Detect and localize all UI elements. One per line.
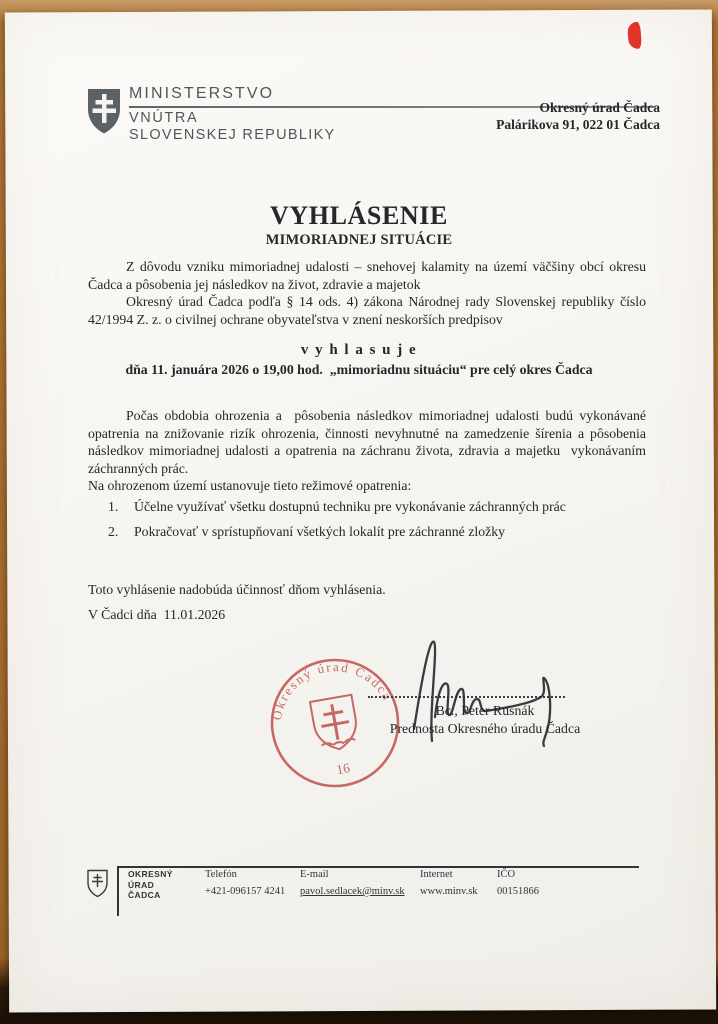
list-item-text: Pokračovať v sprístupňovaní všetkých lokalít pre záchranné zložky	[134, 523, 506, 539]
ministry-coat-of-arms-icon	[85, 87, 123, 136]
footer-internet-value: www.minv.sk	[420, 886, 478, 897]
ministry-line2: VNÚTRA	[129, 110, 199, 126]
signatory-name: Bc., Peter Rusnák	[435, 703, 535, 718]
footer-phone	[205, 867, 285, 900]
paragraph-measures: Počas obdobia ohrozenia a pôsobenia následkov mimoriadnej udalosti budú vykonávané opatrenia na znižovanie rizík ohrozenia, činnosti nevyhnutné na zamedzenie šírenia a pôsobenia následkov mimoriadnej udalosti a opatrenia na záchranu života, zdravia a majetku vykonávaním záchranných prác.	[88, 408, 646, 476]
declaration-details: dňa 11. januára 2026 o 19,00 hod. „mimoriadnu situáciu“ pre celý okres Čadca	[125, 362, 593, 377]
document-subtitle: MIMORIADNEJ SITUÁCIE	[265, 232, 453, 248]
paragraph-legal-basis: Okresný úrad Čadca podľa § 14 ods. 4) zákona Národnej rady Slovenskej republiky číslo 42/1994 Z. z. o civilnej ochrane obyvateľstva v znení neskorších predpisov	[88, 294, 646, 327]
measures-list	[108, 499, 638, 548]
footer-office-line: ČADCA	[128, 890, 161, 900]
list-item	[108, 499, 638, 515]
list-item-text: Účelne využívať všetku dostupnú techniku pre vykonávanie záchranných prác	[134, 499, 566, 514]
document-title-block	[0, 201, 718, 249]
footer-coat-of-arms-icon	[86, 869, 109, 898]
footer-email	[300, 867, 405, 900]
stamp-ring-text: Okresný úrad Čadca	[268, 659, 396, 722]
ministry-line1: MINISTERSTVO	[129, 85, 275, 102]
measures-paragraphs	[88, 407, 646, 495]
signatory-role: Prednosta Okresného úradu Čadca	[389, 721, 581, 736]
footer-ico	[497, 867, 539, 900]
paragraph-reason: Z dôvodu vzniku mimoriadnej udalosti – snehovej kalamity na území väčšiny obcí okresu Čadca a pôsobenia jej následkov na život, zdravie a majetok	[88, 259, 646, 292]
place-and-date: V Čadci dňa 11.01.2026	[88, 607, 226, 622]
measures-intro: Na ohrozenom území ustanovuje tieto režimové opatrenia:	[88, 478, 412, 494]
declares-word: v y h l a s u j e	[300, 342, 418, 358]
list-item-number: 1.	[108, 499, 119, 514]
footer-office-line: ÚRAD	[128, 879, 155, 890]
ministry-line3: SLOVENSKEJ REPUBLIKY	[129, 127, 336, 143]
footer-vertical-divider	[117, 866, 119, 916]
footer-email-label: E-mail	[300, 869, 329, 880]
list-item-number: 2.	[108, 523, 119, 539]
footer-ico-label: IČO	[497, 869, 516, 880]
footer-internet-label: Internet	[420, 869, 453, 880]
effective-clause: Toto vyhlásenie nadobúda účinnosť dňom vyhlásenia.	[88, 582, 386, 597]
footer-office-line: OKRESNÝ	[128, 869, 173, 879]
office-street: Palárikova 91, 022 01 Čadca	[496, 117, 660, 132]
footer-email-value: pavol.sedlacek@minv.sk	[300, 886, 405, 897]
intro-paragraphs	[88, 258, 646, 328]
list-item	[108, 524, 638, 540]
ministry-wordmark	[129, 85, 336, 143]
footer-ico-value: 00151866	[497, 886, 539, 897]
signatory-block	[350, 702, 620, 738]
declaration-block	[0, 342, 718, 378]
footer-phone-value: +421-096157 4241	[205, 886, 286, 897]
footer-phone-label: Telefón	[205, 869, 237, 880]
document-title: VYHLÁSENIE	[270, 201, 448, 230]
footer-internet	[420, 867, 478, 900]
footer-office-name	[128, 869, 173, 901]
office-address-block	[496, 99, 660, 133]
office-name: Okresný úrad Čadca	[539, 100, 660, 115]
stamp-number: 16	[335, 760, 352, 778]
